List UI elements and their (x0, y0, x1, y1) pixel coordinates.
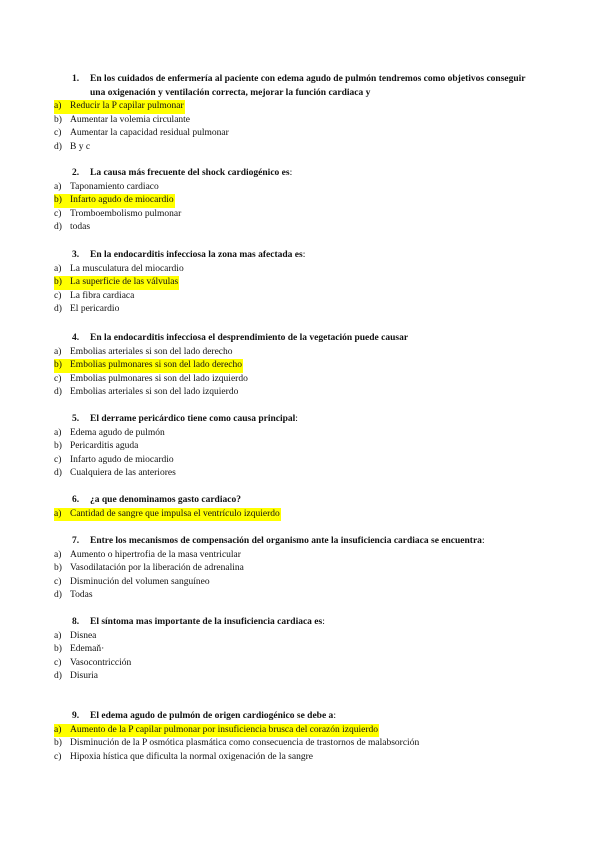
option-c: c) Disminución del volumen sanguíneo (54, 576, 210, 587)
question-number: 9. (72, 711, 80, 721)
question-9 (54, 710, 552, 764)
question-text: En la endocarditis infecciosa el desprendimiento de la vegetación puede causar (90, 333, 409, 343)
question-header (72, 332, 542, 346)
option-a: a) Taponamiento cardiaco (54, 181, 159, 192)
question-header (72, 616, 542, 630)
option-b: b) Disminución de la P osmótica plasmática como consecuencia de trastornos de malabsorción (54, 738, 420, 748)
option-d: d) todas (54, 222, 91, 232)
option-a: a) Disnea (54, 630, 97, 641)
question-number: 7. (72, 536, 80, 546)
question-1 (54, 73, 542, 154)
question-text: En la endocarditis infecciosa la zona mas afectada es: (90, 250, 306, 260)
question-2 (54, 167, 542, 235)
question-5 (54, 413, 542, 481)
option-b: b) Embolias pulmonares si son del lado derecho (54, 359, 542, 373)
question-number: 1. (72, 74, 80, 84)
question-header (72, 167, 542, 181)
option-d: d) Disuria (54, 671, 98, 681)
option-d: d) B y c (54, 141, 91, 152)
options-list (54, 263, 542, 317)
option-c: c) Tromboembolismo pulmonar (54, 208, 182, 219)
question-8 (54, 616, 542, 684)
question-text: El derrame pericárdico tiene como causa principal: (90, 414, 298, 424)
options-list (54, 724, 552, 765)
options-list (54, 549, 542, 603)
option-d: d) El pericardio (54, 304, 120, 314)
options-list (54, 346, 542, 400)
question-header (72, 710, 552, 724)
question-text: ¿a que denominamos gasto cardiaco? (90, 495, 241, 505)
option-c: c) Aumentar la capacidad residual pulmonar (54, 128, 229, 138)
option-a: a) Embolias arteriales si son del lado derecho (54, 346, 233, 357)
options-list (54, 508, 542, 522)
question-3 (54, 249, 542, 317)
option-b: b) Pericarditis aguda (54, 441, 139, 451)
question-number: 4. (72, 333, 80, 343)
options-list (54, 100, 542, 154)
question-4 (54, 332, 542, 400)
question-text: Entre los mecanismos de compensación del organismo ante la insuficiencia cardiaca se encuentra: (90, 536, 485, 546)
question-header (72, 413, 542, 427)
option-d: d) Cualquiera de las anteriores (54, 468, 176, 478)
option-c: c) Infarto agudo de miocardio (54, 454, 174, 465)
question-text: En los cuidados de enfermería al paciente con edema agudo de pulmón tendremos como objetivos conseguir una oxigenación y ventilación correcta, mejorar la función cardiaca y (90, 74, 526, 98)
option-a: a) Reducir la P capilar pulmonar (54, 100, 542, 114)
question-text: El síntoma mas importante de la insuficiencia cardiaca es: (90, 617, 325, 627)
question-7 (54, 535, 542, 603)
option-c: c) Vasocontricción (54, 657, 132, 668)
option-c: c) La fibra cardiaca (54, 290, 135, 301)
question-6 (54, 494, 542, 521)
option-c: c) Embolias pulmonares si son del lado izquierdo (54, 373, 248, 384)
option-b: b) Infarto agudo de miocardio (54, 194, 542, 208)
question-header (72, 494, 542, 508)
question-number: 2. (72, 168, 80, 178)
option-b: b) Aumentar la volemia circulante (54, 114, 191, 125)
option-b: b) La superficie de las válvulas (54, 276, 542, 290)
question-number: 5. (72, 414, 80, 424)
option-d: d) Embolias arteriales si son del lado izquierdo (54, 387, 239, 397)
option-a: a) Aumento o hipertrofia de la masa ventricular (54, 549, 241, 560)
question-number: 6. (72, 495, 80, 505)
question-header (72, 535, 542, 549)
question-text: El edema agudo de pulmón de origen cardiogénico se debe a: (90, 711, 336, 721)
question-number: 8. (72, 617, 80, 627)
question-header (72, 249, 542, 263)
question-text: La causa más frecuente del shock cardiogénico es: (90, 168, 293, 178)
options-list (54, 427, 542, 481)
options-list (54, 630, 542, 684)
option-c: c) Hipoxia hística que dificulta la normal oxigenación de la sangre (54, 751, 313, 762)
question-header (72, 73, 542, 100)
option-a: a) La musculatura del miocardio (54, 263, 184, 274)
options-list (54, 181, 542, 235)
option-a: a) Edema agudo de pulmón (54, 427, 165, 438)
option-b: b) Edemaň· (54, 644, 105, 654)
option-a: a) Aumento de la P capilar pulmonar por insuficiencia brusca del corazón izquierdo (54, 724, 552, 738)
option-d: d) Todas (54, 590, 93, 600)
option-a: a) Cantidad de sangre que impulsa el ventrículo izquierdo (54, 508, 542, 522)
option-b: b) Vasodilatación por la liberación de adrenalina (54, 563, 244, 573)
question-number: 3. (72, 250, 80, 260)
